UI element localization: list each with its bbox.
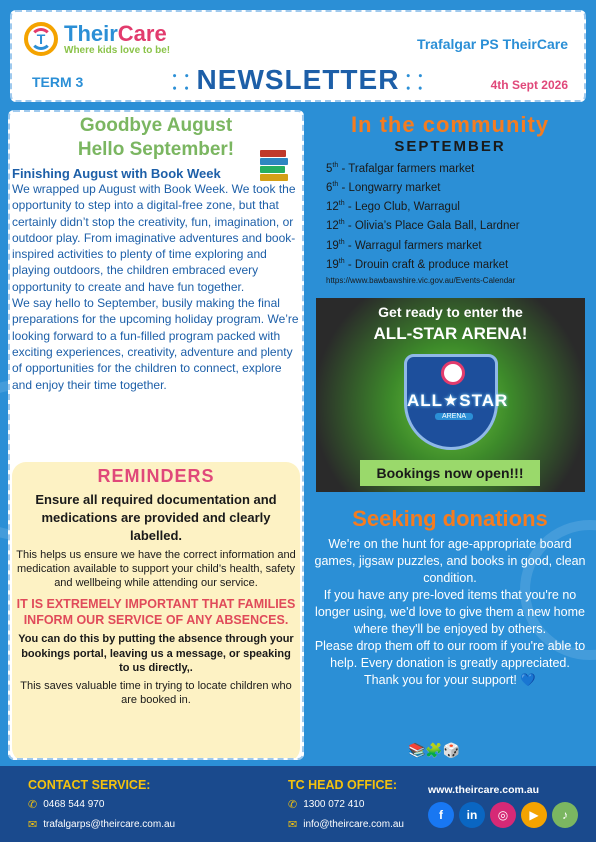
mail-icon: ✉ [288, 819, 298, 831]
service-name: Trafalgar PS TheirCare [417, 36, 568, 52]
documentation-reminder: Ensure all required documentation and medications are provided and clearly labelled. [35, 492, 277, 543]
community-title: In the community [350, 112, 550, 137]
phone-icon: ✆ [28, 799, 38, 811]
absence-alert: IT IS EXTREMELY IMPORTANT THAT FAMILIES INFORM OUR SERVICE OF ANY ABSENCES. [16, 597, 296, 627]
brand-logo [24, 22, 170, 56]
website-link[interactable]: www.theircare.com.au [428, 784, 540, 796]
all-star-arena-banner [316, 298, 585, 492]
newsletter-title: ⸬ NEWSLETTER ⸬ [172, 64, 424, 95]
heart-icon: 💙 [520, 673, 536, 687]
phone-icon: ✆ [288, 799, 298, 811]
events-calendar-link[interactable]: https://www.bawbawshire.vic.gov.au/Events-Calendar [326, 276, 516, 285]
toys-icons: 📚🧩🎲 [408, 742, 461, 758]
logo-icon: T [24, 22, 58, 56]
shield-text: ALL★STAR [407, 391, 509, 410]
office-email[interactable]: ✉ info@theircare.com.au [288, 819, 404, 831]
reminders-title: REMINDERS [97, 466, 215, 486]
book-week-subhead: Finishing August with Book Week [12, 166, 221, 181]
contact-email[interactable]: ✉ trafalgarps@theircare.com.au [28, 819, 176, 831]
event-item: 12th - Lego Club, Warragul [326, 200, 460, 214]
donations-text: We're on the hunt for age-appropriate board games, jigsaw puzzles, and books in good, clean condition. If you have any pre-loved items that you're no longer using, we'd love to give them a new home where they'll be enjoyed by others. Please drop them off to our room if you're able to help. Every donation is greatly appreciated. Thank you for your support! 💙 [314, 537, 586, 687]
office-phone[interactable]: ✆ 1300 072 410 [288, 799, 365, 811]
community-events [326, 158, 520, 273]
term-label: TERM 3 [32, 74, 84, 90]
community-month: SEPTEMBER [394, 138, 506, 155]
instagram-icon[interactable]: ◎ [490, 802, 516, 828]
brand-name: TheirCare [64, 20, 167, 46]
reminders-box [12, 462, 300, 760]
september-paragraph: We say hello to September, busily making the final preparations for the upcoming holiday program. We’re looking forward to a fun-filled program packed with exciting experiences, creativity, adventure and plenty of opportunities for the children to connect, explore and enjoy their time together. [12, 296, 299, 392]
contact-phone[interactable]: ✆ 0468 544 970 [28, 799, 105, 811]
issue-date: 4th Sept 2026 [490, 78, 568, 92]
bookings-open-button[interactable]: Bookings now open!!! [360, 460, 540, 486]
squiggle-icon: ⸬ [399, 72, 424, 94]
absence-instructions: You can do this by putting the absence through your bookings portal, leaving us a message, or speaking to us directly,. [18, 633, 294, 674]
goodbye-heading: Goodbye August Hello September! [77, 115, 235, 160]
tiktok-icon[interactable]: ♪ [552, 802, 578, 828]
event-item: 5th - Trafalgar farmers market [326, 162, 475, 175]
youtube-icon[interactable]: ▶ [521, 802, 547, 828]
social-links [428, 802, 583, 828]
brand-tagline: Where kids love to be! [64, 44, 171, 56]
books-icon [260, 150, 288, 180]
event-item: 19th - Warragul farmers market [326, 238, 482, 252]
event-item: 6th - Longwarry market [326, 181, 441, 194]
august-card [8, 110, 304, 760]
arena-line-2: ALL-STAR ARENA! [373, 324, 528, 343]
linkedin-icon[interactable]: in [459, 802, 485, 828]
office-heading: TC HEAD OFFICE: [288, 778, 398, 792]
logo-icon [441, 361, 465, 385]
mail-icon: ✉ [28, 819, 38, 831]
donations-title: Seeking donations [352, 506, 548, 531]
shield-sub: ARENA [435, 413, 473, 420]
all-star-shield-icon [404, 354, 509, 450]
event-item: 12th - Olivia’s Place Gala Ball, Lardner [326, 219, 520, 233]
newsletter-header [10, 10, 586, 102]
contact-heading: CONTACT SERVICE: [28, 778, 151, 792]
documentation-note: This helps us ensure we have the correct information and medication available to support your child’s health, safety and wellbeing while attending our service. [16, 549, 296, 589]
footer [0, 766, 596, 842]
facebook-icon[interactable]: f [428, 802, 454, 828]
absence-note: This saves valuable time in trying to locate children who are booked in. [20, 679, 292, 706]
event-item: 19th - Drouin craft & produce market [326, 257, 509, 271]
squiggle-icon: ⸬ [172, 72, 197, 94]
book-week-paragraph: We wrapped up August with Book Week. We took the opportunity to step into a digital-free zone, but that certainly didn’t stop the creativity, fun, imagination, or outdoor play. From imaginative adventures and book-inspired activities to plenty of time exploring and playing outdoors, the children embraced every opportunity to create and have fun together. [12, 182, 296, 294]
arena-line-1: Get ready to enter the [378, 304, 523, 320]
